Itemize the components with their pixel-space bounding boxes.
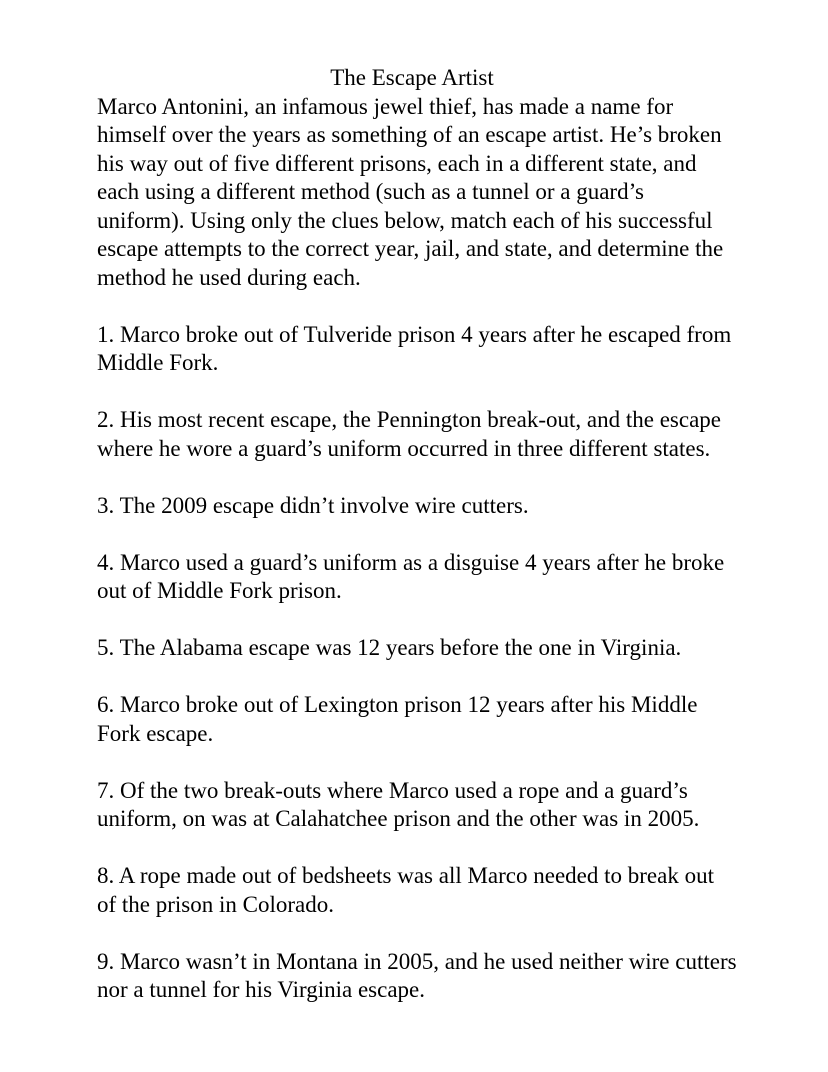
document-title: The Escape Artist (330, 65, 494, 90)
clue-3: 3. The 2009 escape didn’t involve wire cutters. (97, 492, 529, 518)
intro-paragraph: Marco Antonini, an infamous jewel thief, has made a name for himself over the years as something of an escape artist. He’s broken his way out of five different prisons, each in a different state, and each using a different method (such as a tunnel or a guard’s uniform). Using only the clues below, match each of his successful escape attempts to the correct year, jail, and state, and determine the method he used during each. (97, 93, 724, 290)
clue-1: 1. Marco broke out of Tulveride prison 4 years after he escaped from Middle Fork. (97, 321, 732, 375)
clue-9: 9. Marco wasn’t in Montana in 2005, and he used neither wire cutters nor a tunnel for his Virginia escape. (97, 948, 737, 1002)
clue-6: 6. Marco broke out of Lexington prison 12 years after his Middle Fork escape. (97, 692, 698, 746)
clue-7: 7. Of the two break-outs where Marco used a rope and a guard’s uniform, on was at Calahatchee prison and the other was in 2005. (97, 777, 700, 831)
clue-4: 4. Marco used a guard’s uniform as a disguise 4 years after he broke out of Middle Fork prison. (97, 549, 725, 603)
clue-5: 5. The Alabama escape was 12 years before the one in Virginia. (97, 635, 682, 660)
document-page (97, 64, 737, 1005)
clue-2: 2. His most recent escape, the Pennington break-out, and the escape where he wore a guard’s uniform occurred in three different states. (97, 407, 721, 461)
clue-8: 8. A rope made out of bedsheets was all Marco needed to break out of the prison in Colorado. (97, 863, 714, 917)
